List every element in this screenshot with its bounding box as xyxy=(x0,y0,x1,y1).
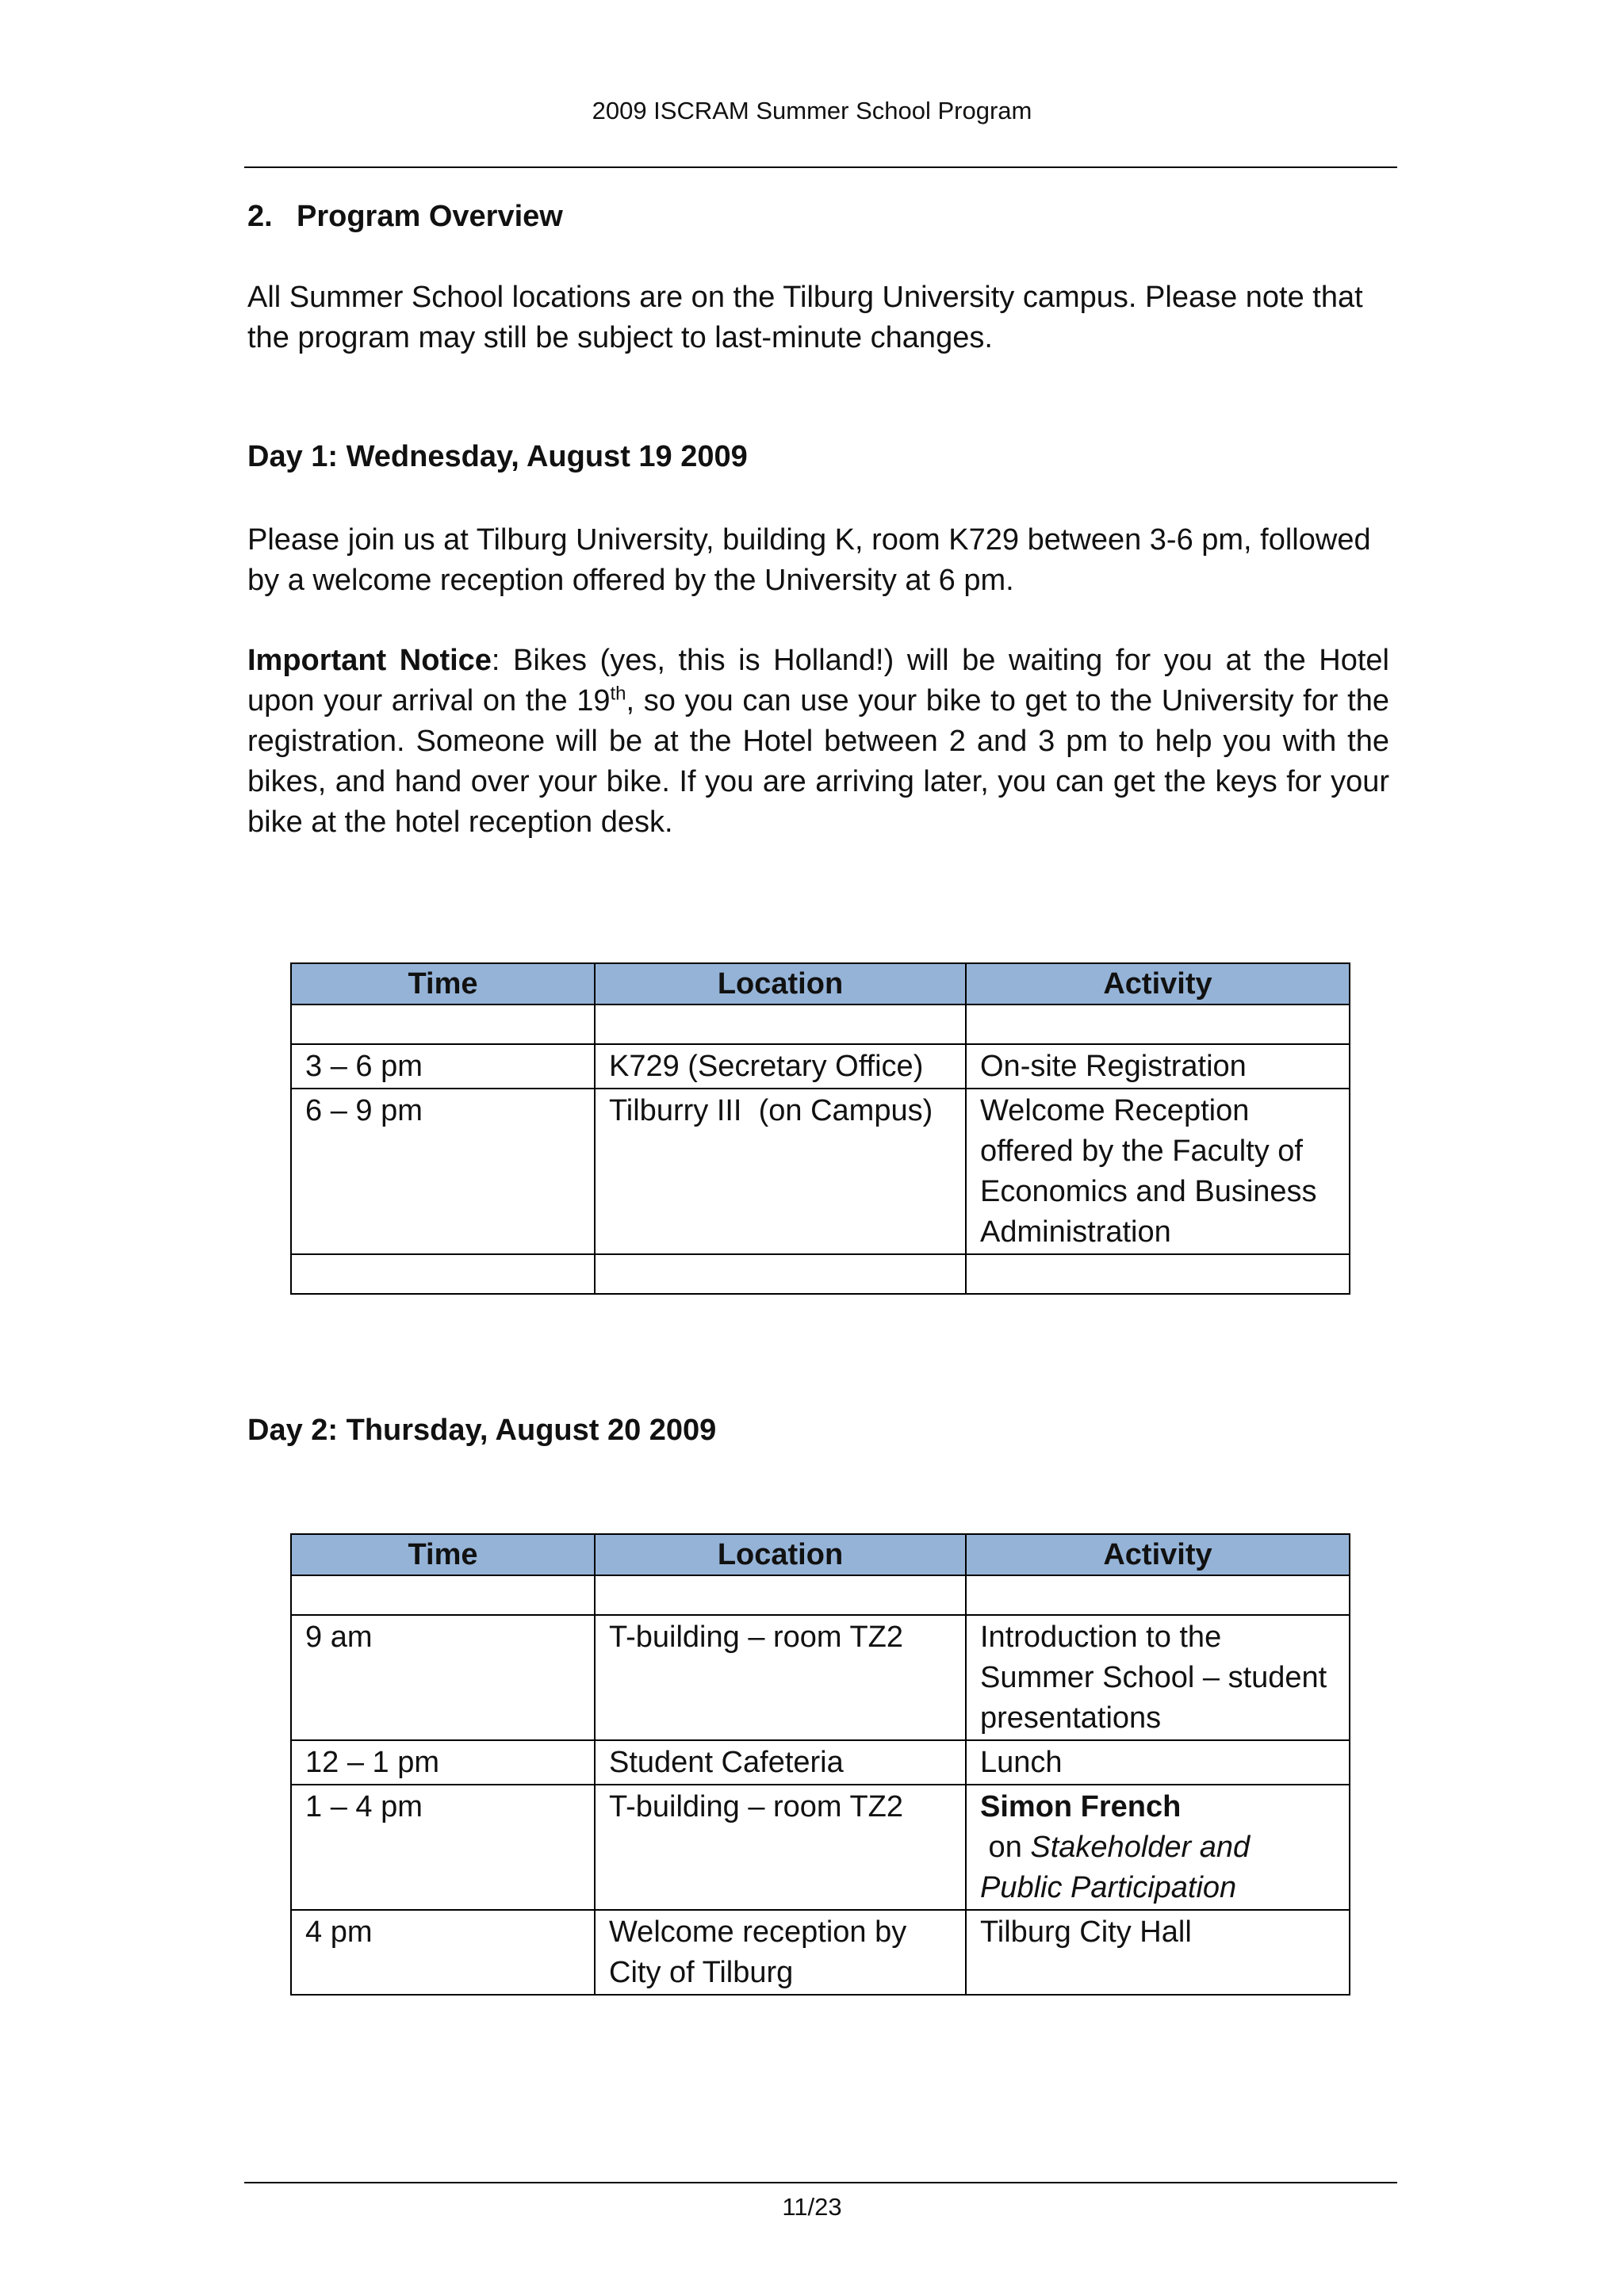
activity-cell: Introduction to the Summer School – student presentations xyxy=(966,1615,1350,1740)
time-cell: 1 – 4 pm xyxy=(291,1785,595,1910)
header-rule xyxy=(244,166,1397,168)
table-row xyxy=(291,1044,1350,1089)
time-cell: 3 – 6 pm xyxy=(291,1044,595,1089)
table-cell xyxy=(595,1575,966,1615)
table-row xyxy=(291,1615,1350,1740)
activity-cell: Tilburg City Hall xyxy=(966,1910,1350,1995)
notice-superscript: th xyxy=(610,683,626,705)
running-header: 2009 ISCRAM Summer School Program xyxy=(592,97,1032,124)
intro-paragraph: All Summer School locations are on the Tilburg University campus. Please note that the program may still be subject to last-minute changes. xyxy=(247,281,1363,354)
table-header-row xyxy=(291,1534,1350,1575)
footer-rule xyxy=(244,2182,1397,2183)
table-row xyxy=(291,1740,1350,1785)
day1-paragraph: Please join us at Tilburg University, building K, room K729 between 3-6 pm, followed by a welcome reception offered by the University at 6 pm. xyxy=(247,523,1371,597)
time-cell: 6 – 9 pm xyxy=(291,1089,595,1254)
column-header-activity: Activity xyxy=(966,963,1350,1004)
column-header-activity: Activity xyxy=(966,1534,1350,1575)
notice-text-2: , so you can use your bike to get to the University for the registration. Someone will be at the Hotel between 2 and 3 pm to help you with the bikes, and hand over your bike. If you are arriving later, you can get the keys for your bike at the hotel reception desk. xyxy=(247,684,1389,839)
time-cell: 4 pm xyxy=(291,1910,595,1995)
day1-schedule-table xyxy=(290,962,1350,1295)
table-header-row xyxy=(291,963,1350,1004)
table-cell xyxy=(291,1575,595,1615)
table-row xyxy=(291,1910,1350,1995)
section-title: Program Overview xyxy=(297,200,563,233)
section-number: 2. xyxy=(247,200,273,233)
day1-heading: Day 1: Wednesday, August 19 2009 xyxy=(247,440,748,473)
activity-connector: on xyxy=(980,1831,1031,1864)
location-cell: T-building – room TZ2 xyxy=(595,1615,966,1740)
location-cell: Tilburry III (on Campus) xyxy=(595,1089,966,1254)
section-heading xyxy=(247,200,563,234)
table-row-empty xyxy=(291,1004,1350,1044)
column-header-location: Location xyxy=(595,963,966,1004)
time-cell: 9 am xyxy=(291,1615,595,1740)
table-cell xyxy=(595,1004,966,1044)
activity-cell: Welcome Reception offered by the Faculty of Economics and Business Administration xyxy=(966,1089,1350,1254)
table-cell xyxy=(291,1254,595,1294)
page-number: 11/23 xyxy=(782,2193,842,2221)
location-cell: Student Cafeteria xyxy=(595,1740,966,1785)
speaker-name: Simon French xyxy=(980,1790,1182,1823)
day2-heading: Day 2: Thursday, August 20 2009 xyxy=(247,1414,717,1447)
table-row-empty xyxy=(291,1575,1350,1615)
time-cell: 12 – 1 pm xyxy=(291,1740,595,1785)
location-cell: Welcome reception by City of Tilburg xyxy=(595,1910,966,1995)
location-cell: K729 (Secretary Office) xyxy=(595,1044,966,1089)
column-header-location: Location xyxy=(595,1534,966,1575)
table-row xyxy=(291,1785,1350,1910)
table-cell xyxy=(291,1004,595,1044)
important-notice-paragraph xyxy=(247,641,1389,843)
table-cell xyxy=(595,1254,966,1294)
day2-schedule-table xyxy=(290,1533,1350,1996)
column-header-time: Time xyxy=(291,1534,595,1575)
notice-text-1: : Bikes (yes, this is Holland!) will be waiting for you at the Hotel upon your arrival on the 19 xyxy=(247,644,1389,718)
activity-cell: On-site Registration xyxy=(966,1044,1350,1089)
activity-cell xyxy=(966,1785,1350,1910)
column-header-time: Time xyxy=(291,963,595,1004)
table-row xyxy=(291,1089,1350,1254)
table-cell xyxy=(966,1004,1350,1044)
activity-cell: Lunch xyxy=(966,1740,1350,1785)
talk-title: Stakeholder and Public Participation xyxy=(980,1831,1251,1904)
notice-label: Important Notice xyxy=(247,644,492,677)
table-row-empty xyxy=(291,1254,1350,1294)
table-cell xyxy=(966,1254,1350,1294)
table-cell xyxy=(966,1575,1350,1615)
location-cell: T-building – room TZ2 xyxy=(595,1785,966,1910)
